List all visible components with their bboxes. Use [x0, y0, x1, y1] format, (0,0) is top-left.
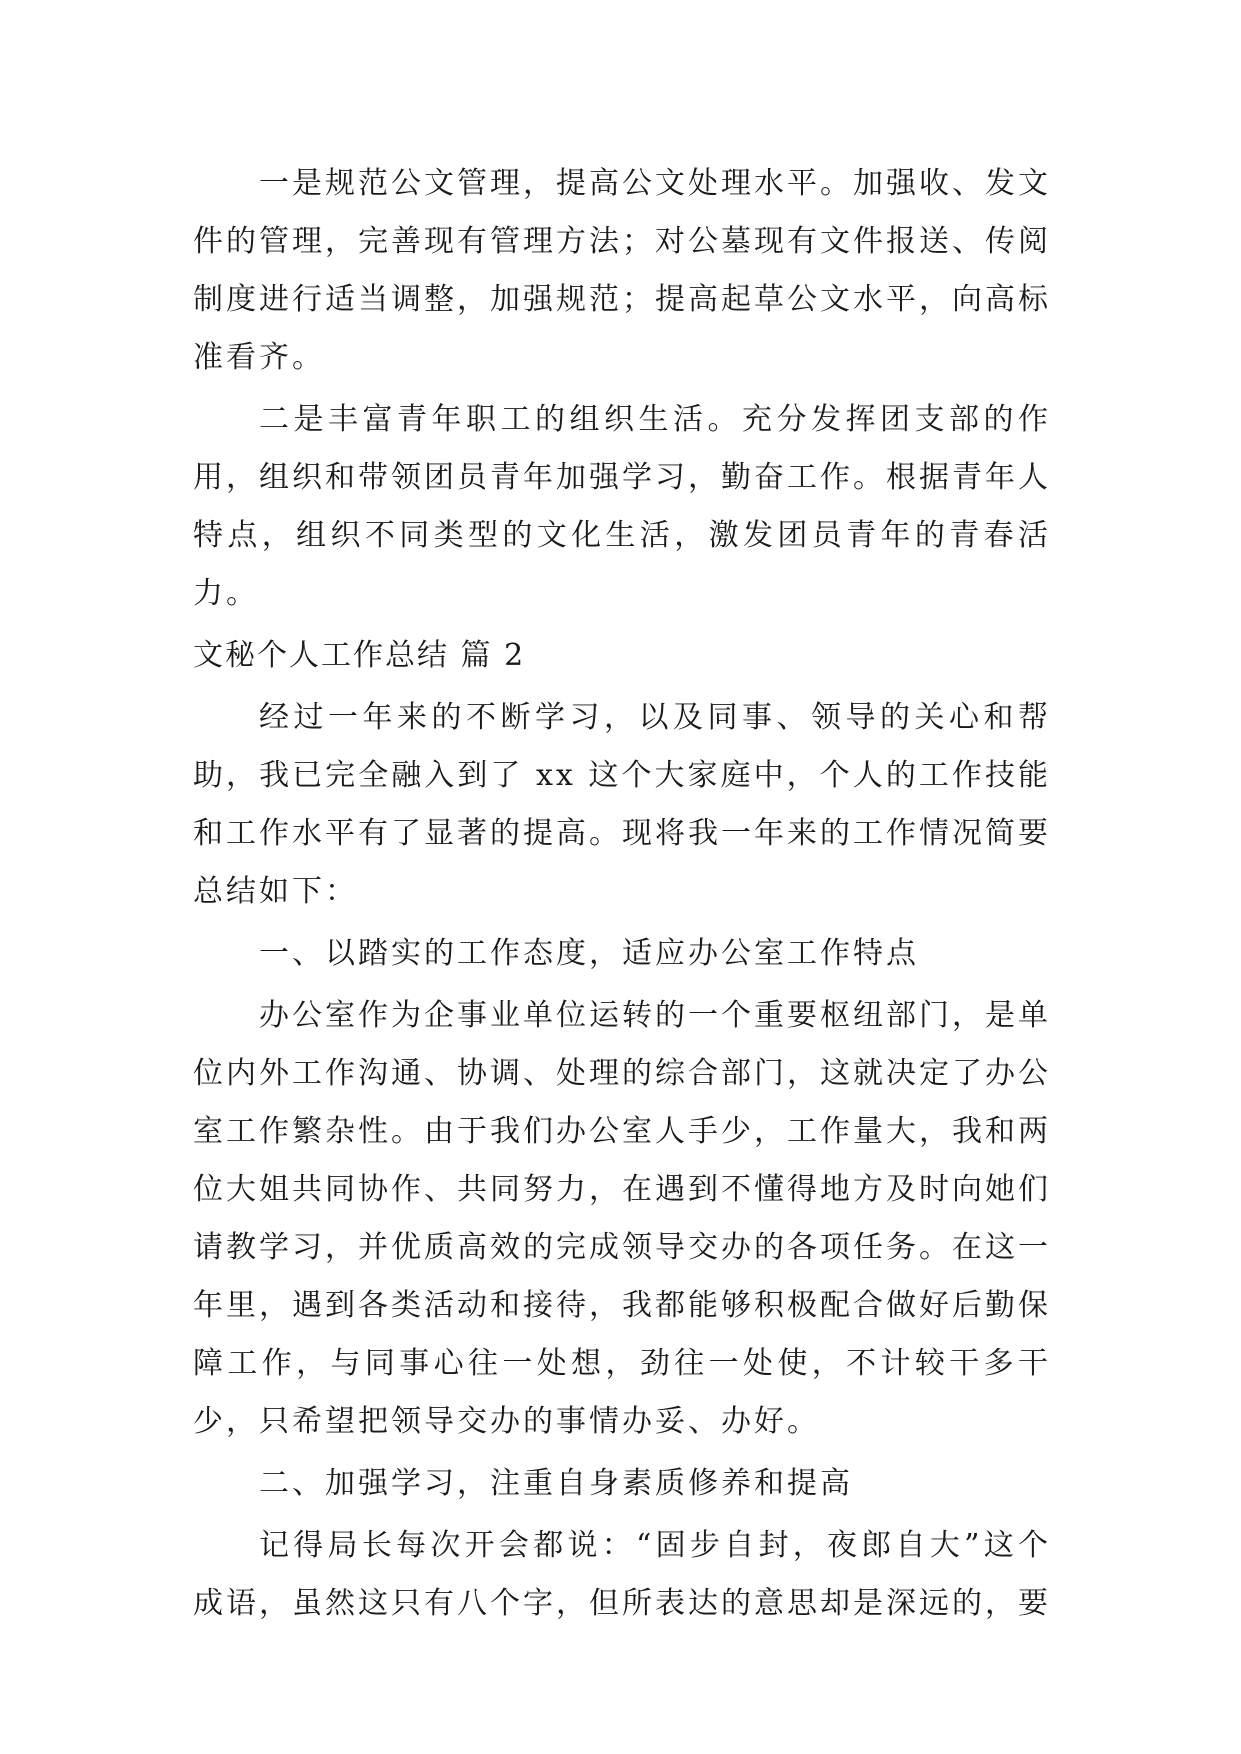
paragraph-director-quote: 记得局长每次开会都说：“固步自封，夜郎自大”这个成语，虽然这只有八个字，但所表达的意思却是深远的，要 [193, 1528, 1051, 1621]
paragraph-office-work: 办公室作为企事业单位运转的一个重要枢纽部门，是单位内外工作沟通、协调、处理的综合部门，这就决定了办公室工作繁杂性。由于我们办公室人手少，工作量大，我和两位大姐共同协作、共同努力，在遇到不懂得地方及时向她们请教学习，并优质高效的完成领导交办的各项任务。在这一年里，遇到各类活动和接待，我都能够积极配合做好后勤保障工作，与同事心往一处想，劲往一处使，不计较干多干少，只希望把领导交办的事情办妥、办好。 [193, 998, 1051, 1439]
paragraph-youth-activities: 二是丰富青年职工的组织生活。充分发挥团支部的作用，组织和带领团员青年加强学习，勤奋工作。根据青年人特点，组织不同类型的文化生活，激发团员青年的青春活力。 [193, 402, 1051, 611]
document-page [193, 155, 1051, 1637]
section-heading: 文秘个人工作总结 篇 2 [193, 638, 526, 673]
subheading-study: 二、加强学习，注重自身素质修养和提高 [259, 1466, 853, 1501]
paragraph-intro: 经过一年来的不断学习，以及同事、领导的关心和帮助，我已完全融入到了 xx 这个大家庭中，个人的工作技能和工作水平有了显著的提高。现将我一年来的工作情况简要总结如下： [193, 700, 1051, 909]
subheading-work-attitude: 一、以踏实的工作态度，适应办公室工作特点 [259, 936, 919, 971]
paragraph-standardize-documents: 一是规范公文管理，提高公文处理水平。加强收、发文件的管理，完善现有管理方法；对公墓现有文件报送、传阅制度进行适当调整，加强规范；提高起草公文水平，向高标准看齐。 [193, 166, 1051, 375]
